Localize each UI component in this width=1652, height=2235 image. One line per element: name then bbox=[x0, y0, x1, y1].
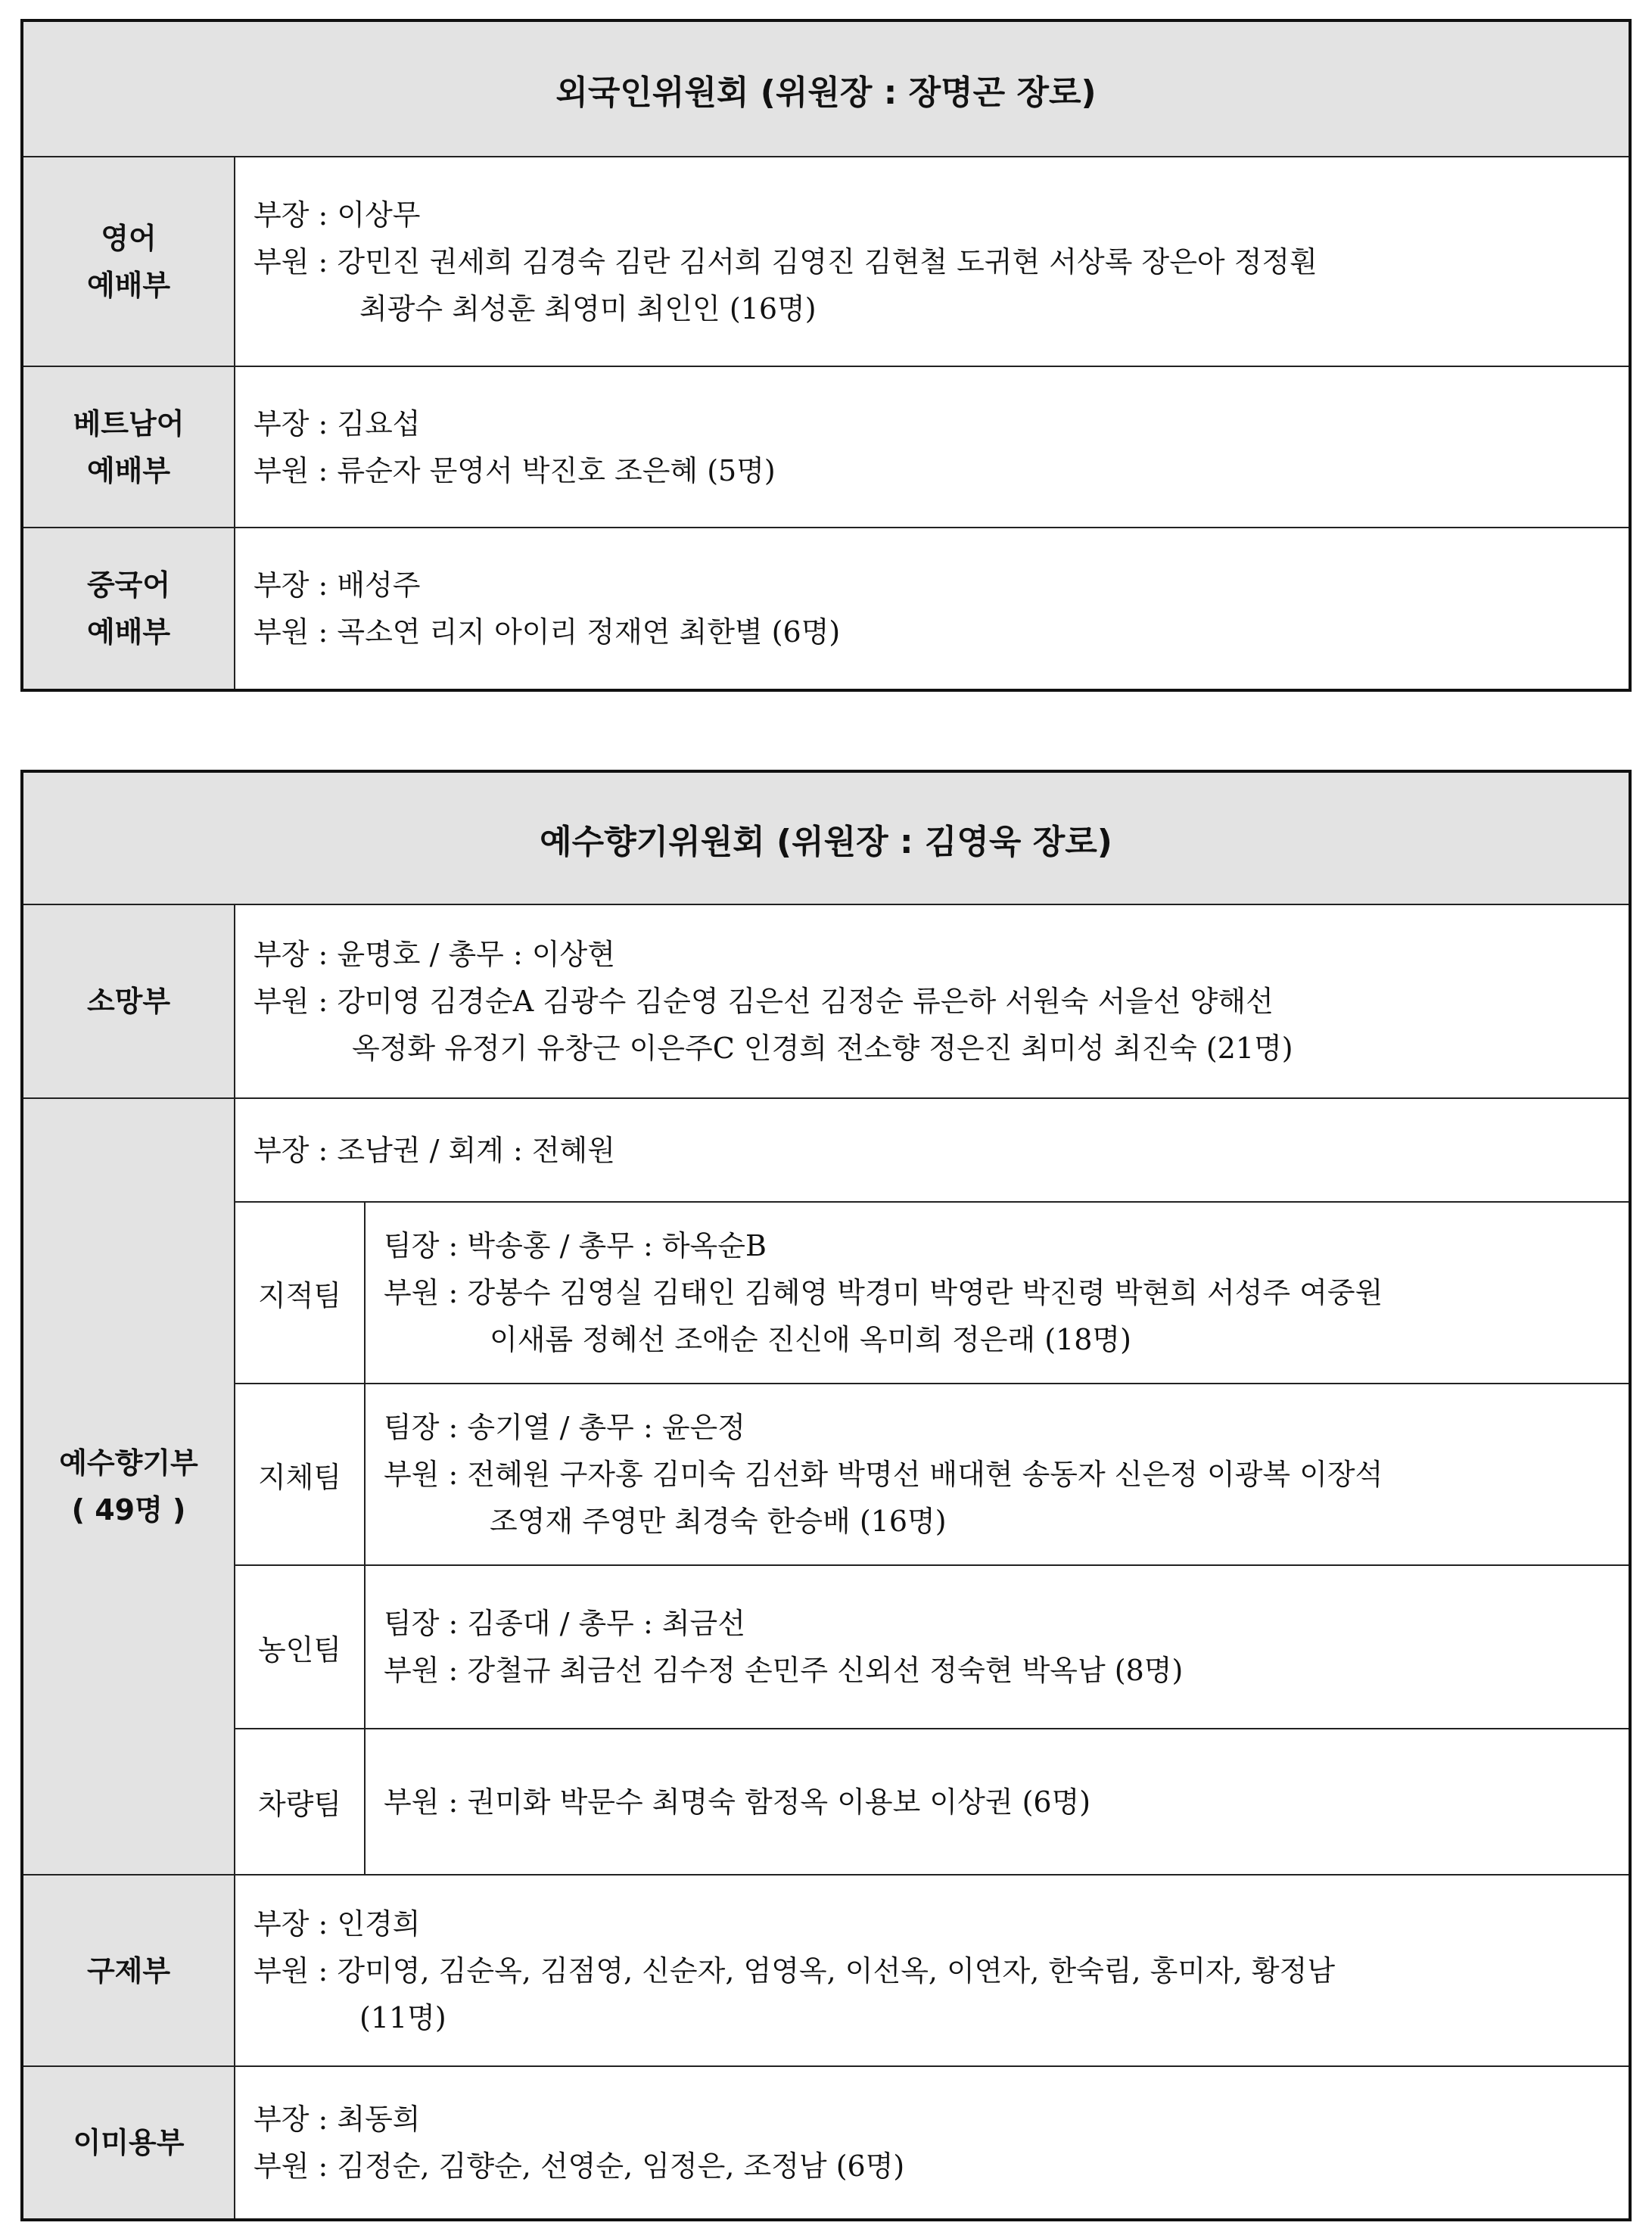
leader-line: 부장 : 이상무 bbox=[254, 198, 421, 232]
team-label: 차량팀 bbox=[235, 1729, 365, 1875]
leader-line: 부장 : 배성주 bbox=[254, 568, 421, 602]
committee-title: 외국인위원회 (위원장 : 장명곤 장로) bbox=[22, 20, 1630, 157]
row-content bbox=[235, 366, 1630, 528]
team-content bbox=[365, 1565, 1630, 1729]
leader-line: 팀장 : 김종대 / 총무 : 최금선 bbox=[384, 1607, 745, 1640]
row-label: 영어 예배부 bbox=[22, 157, 235, 366]
leader-line: 팀장 : 송기열 / 총무 : 윤은정 bbox=[384, 1411, 745, 1444]
dept-label-yesu: 예수향기부 ( 49명 ) bbox=[22, 1098, 235, 1875]
members-line-cont: 이새롬 정혜선 조애순 진신애 옥미희 정은래 (18명) bbox=[490, 1323, 1131, 1356]
team-content bbox=[365, 1202, 1630, 1384]
members-line: 부원 : 권미화 박문수 최명숙 함정옥 이용보 이상권 (6명) bbox=[384, 1785, 1091, 1819]
members-line: 부원 : 전혜원 구자홍 김미숙 김선화 박명선 배대현 송동자 신은정 이광복 이장석 bbox=[384, 1458, 1383, 1491]
dept-content-somang bbox=[235, 904, 1630, 1098]
members-line: 부원 : 김정순, 김향순, 선영순, 임정은, 조정남 (6명) bbox=[254, 2149, 905, 2183]
dept-content-imiyong bbox=[235, 2066, 1630, 2220]
team-content bbox=[365, 1384, 1630, 1565]
members-line: 부원 : 강철규 최금선 김수정 손민주 신외선 정숙현 박옥남 (8명) bbox=[384, 1654, 1184, 1687]
row-label: 중국어 예배부 bbox=[22, 528, 235, 690]
members-line: 부원 : 강미영 김경순A 김광수 김순영 김은선 김정순 류은하 서원숙 서을선 양해선 bbox=[254, 985, 1274, 1018]
members-line-cont: 옥정화 유정기 유창근 이은주C 인경희 전소향 정은진 최미성 최진숙 (21명) bbox=[352, 1032, 1293, 1065]
team-label: 농인팀 bbox=[235, 1565, 365, 1729]
members-line-cont: (11명) bbox=[359, 2000, 446, 2034]
members-line: 부원 : 강민진 권세희 김경숙 김란 김서희 김영진 김현철 도귀현 서상록 장은아 정정훤 bbox=[254, 244, 1318, 279]
committee-title: 예수향기위원회 (위원장 : 김영욱 장로) bbox=[22, 771, 1630, 904]
members-line: 부원 : 곡소연 리지 아이리 정재연 최한별 (6명) bbox=[254, 615, 841, 649]
foreign-committee-table bbox=[20, 19, 1632, 692]
leader-line: 부장 : 윤명호 / 총무 : 이상현 bbox=[254, 938, 615, 971]
dept-label-somang: 소망부 bbox=[22, 904, 235, 1098]
members-line-cont: 최광수 최성훈 최영미 최인인 (16명) bbox=[359, 291, 817, 325]
yesu-committee-table bbox=[20, 770, 1632, 2221]
team-label: 지적팀 bbox=[235, 1202, 365, 1384]
members-line: 부원 : 류순자 문영서 박진호 조은혜 (5명) bbox=[254, 453, 776, 487]
leader-line: 팀장 : 박송홍 / 총무 : 하옥순B bbox=[384, 1229, 767, 1262]
team-content bbox=[365, 1729, 1630, 1875]
leader-line: 부장 : 최동희 bbox=[254, 2103, 421, 2136]
dept-label-imiyong: 이미용부 bbox=[22, 2066, 235, 2220]
team-label: 지체팀 bbox=[235, 1384, 365, 1565]
row-content bbox=[235, 157, 1630, 366]
members-line-cont: 조영재 주영만 최경숙 한승배 (16명) bbox=[490, 1505, 947, 1538]
row-content bbox=[235, 528, 1630, 690]
dept-label-gujae: 구제부 bbox=[22, 1875, 235, 2066]
members-line: 부원 : 강미영, 김순옥, 김점영, 신순자, 엄영옥, 이선옥, 이연자, 한숙림, 홍미자, 황정남 bbox=[254, 1953, 1336, 1988]
dept-head-line: 부장 : 조남권 / 회계 : 전혜원 bbox=[235, 1098, 1630, 1202]
dept-content-gujae bbox=[235, 1875, 1630, 2066]
leader-line: 부장 : 김요섭 bbox=[254, 406, 421, 440]
leader-line: 부장 : 인경희 bbox=[254, 1907, 421, 1941]
row-label: 베트남어 예배부 bbox=[22, 366, 235, 528]
members-line: 부원 : 강봉수 김영실 김태인 김혜영 박경미 박영란 박진령 박현희 서성주 여중원 bbox=[384, 1276, 1383, 1309]
